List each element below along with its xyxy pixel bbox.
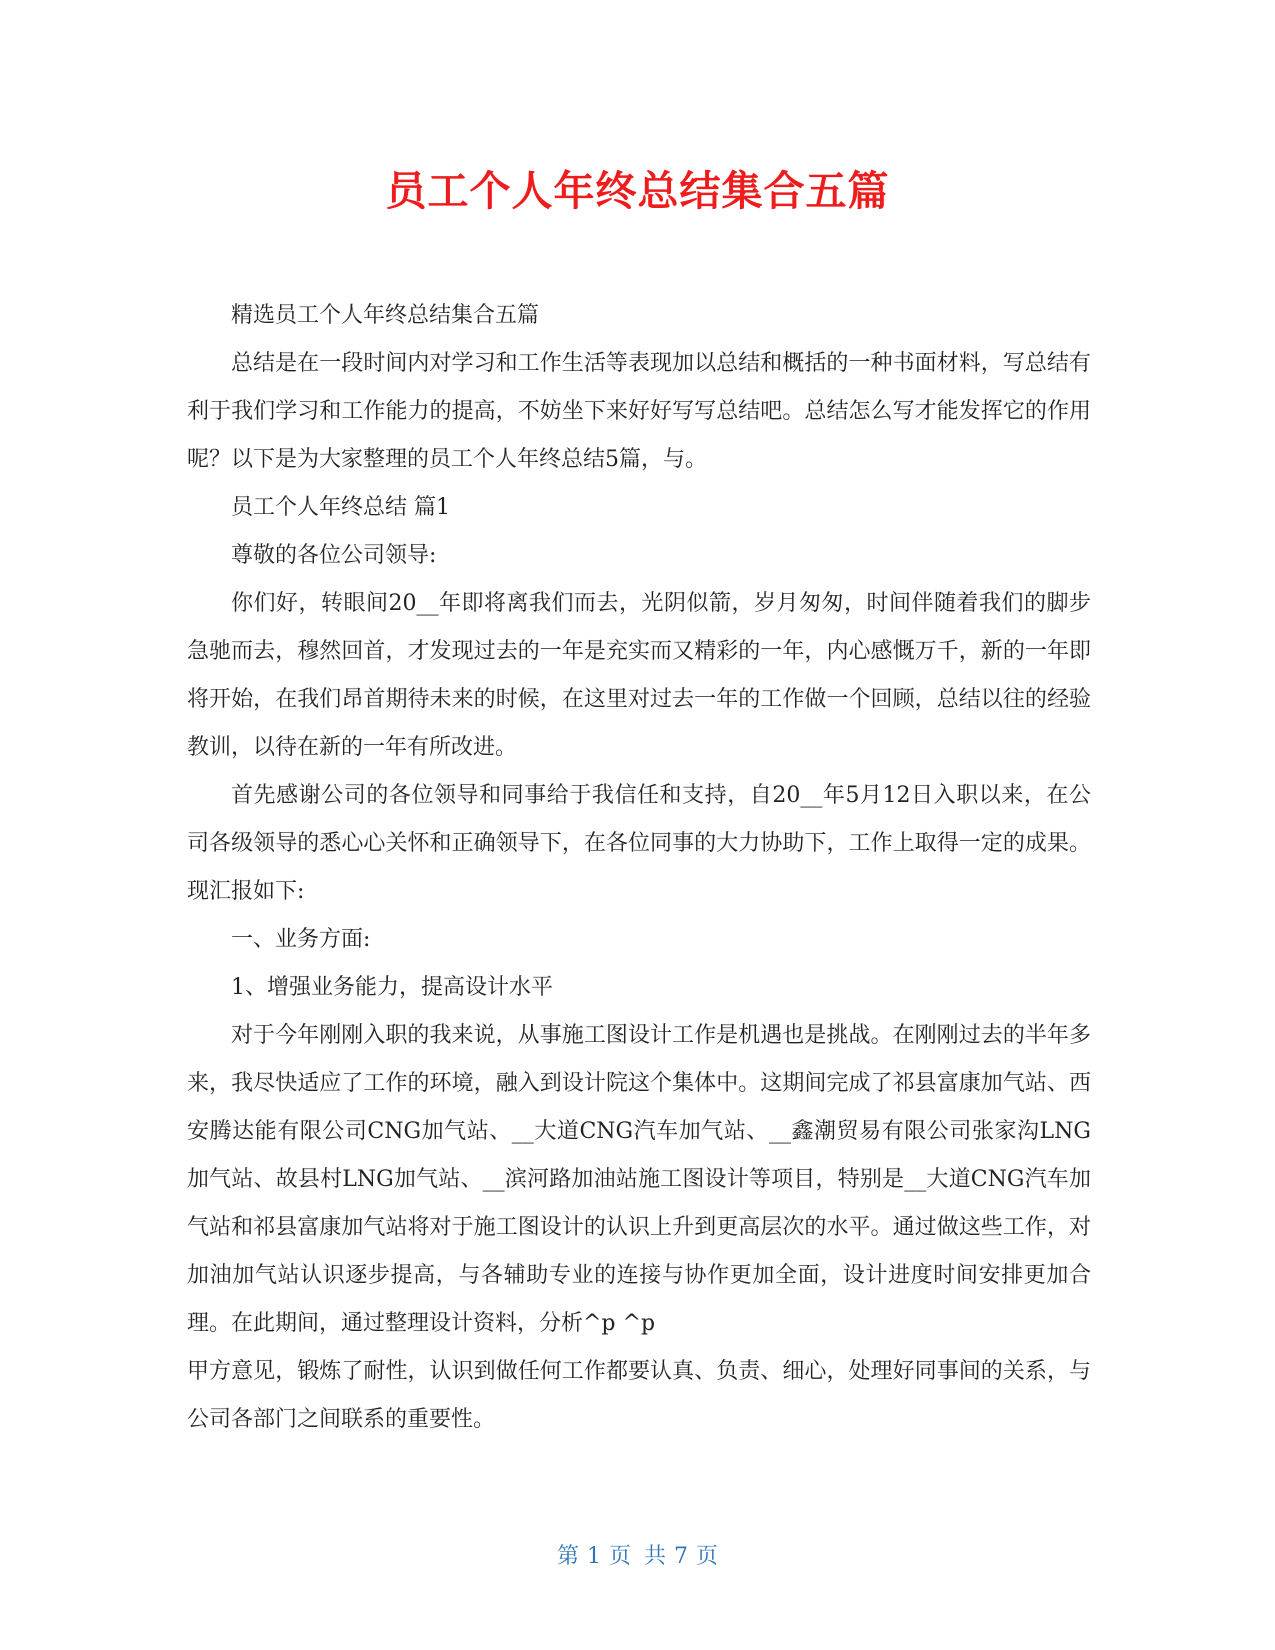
paragraph-intro: 总结是在一段时间内对学习和工作生活等表现加以总结和概括的一种书面材料，写总结有利于我们学习和工作能力的提高，不妨坐下来好好写写总结吧。总结怎么写才能发挥它的作用呢？以下是为大家整理的员工个人年终总结5篇，与。 bbox=[187, 351, 1091, 472]
total-pages-number: 7 bbox=[674, 1544, 688, 1569]
section-heading: 员工个人年终总结 篇1 bbox=[231, 495, 450, 520]
paragraph-projects: 对于今年刚刚入职的我来说，从事施工图设计工作是机遇也是挑战。在刚刚过去的半年多来，我尽快适应了工作的环境，融入到设计院这个集体中。这期间完成了祁县富康加气站、西安腾达能有限公司CNG加气站、__大道CNG汽车加气站、__鑫潮贸易有限公司张家沟LNG加气站、故县村LNG加气站、__滨河路加油站施工图设计等项目，特别是__大道CNG汽车加气站和祁县富康加气站将对于施工图设计的认识上升到更高层次的水平。通过做这些工作，对加油加气站认识逐步提高，与各辅助专业的连接与协作更加全面，设计进度时间安排更加合理。在此期间，通过整理设计资料，分析^p ^p bbox=[187, 1023, 1091, 1336]
subheading-business: 一、业务方面: bbox=[231, 927, 371, 952]
page-label-prefix: 第 bbox=[556, 1544, 579, 1569]
current-page-number: 1 bbox=[587, 1544, 601, 1569]
salutation: 尊敬的各位公司领导: bbox=[231, 543, 437, 568]
paragraph-continuation: 甲方意见，锻炼了耐性，认识到做任何工作都要认真、负责、细心，处理好同事间的关系，与公司各部门之间联系的重要性。 bbox=[187, 1359, 1091, 1432]
paragraph-thanks: 首先感谢公司的各位领导和同事给于我信任和支持，自20__年5月12日入职以来，在公司各级领导的悉心心关怀和正确领导下，在各位同事的大力协助下，工作上取得一定的成果。现汇报如下: bbox=[187, 783, 1091, 904]
paragraph-subtitle: 精选员工个人年终总结集合五篇 bbox=[231, 303, 540, 328]
page-footer bbox=[0, 1542, 1275, 1572]
paragraph-greeting: 你们好，转眼间20__年即将离我们而去，光阴似箭，岁月匆匆，时间伴随着我们的脚步急驰而去，穆然回首，才发现过去的一年是充实而又精彩的一年，内心感慨万千，新的一年即将开始，在我们昂首期待未来的时候，在这里对过去一年的工作做一个回顾，总结以往的经验教训，以待在新的一年有所改进。 bbox=[187, 591, 1091, 760]
document-body bbox=[187, 292, 1091, 1444]
subheading-ability: 1、增强业务能力，提高设计水平 bbox=[231, 975, 553, 1000]
document-title: 员工个人年终总结集合五篇 bbox=[385, 167, 890, 215]
page-label-suffix: 页 bbox=[696, 1544, 719, 1569]
page-label-mid: 页 共 bbox=[609, 1544, 666, 1569]
